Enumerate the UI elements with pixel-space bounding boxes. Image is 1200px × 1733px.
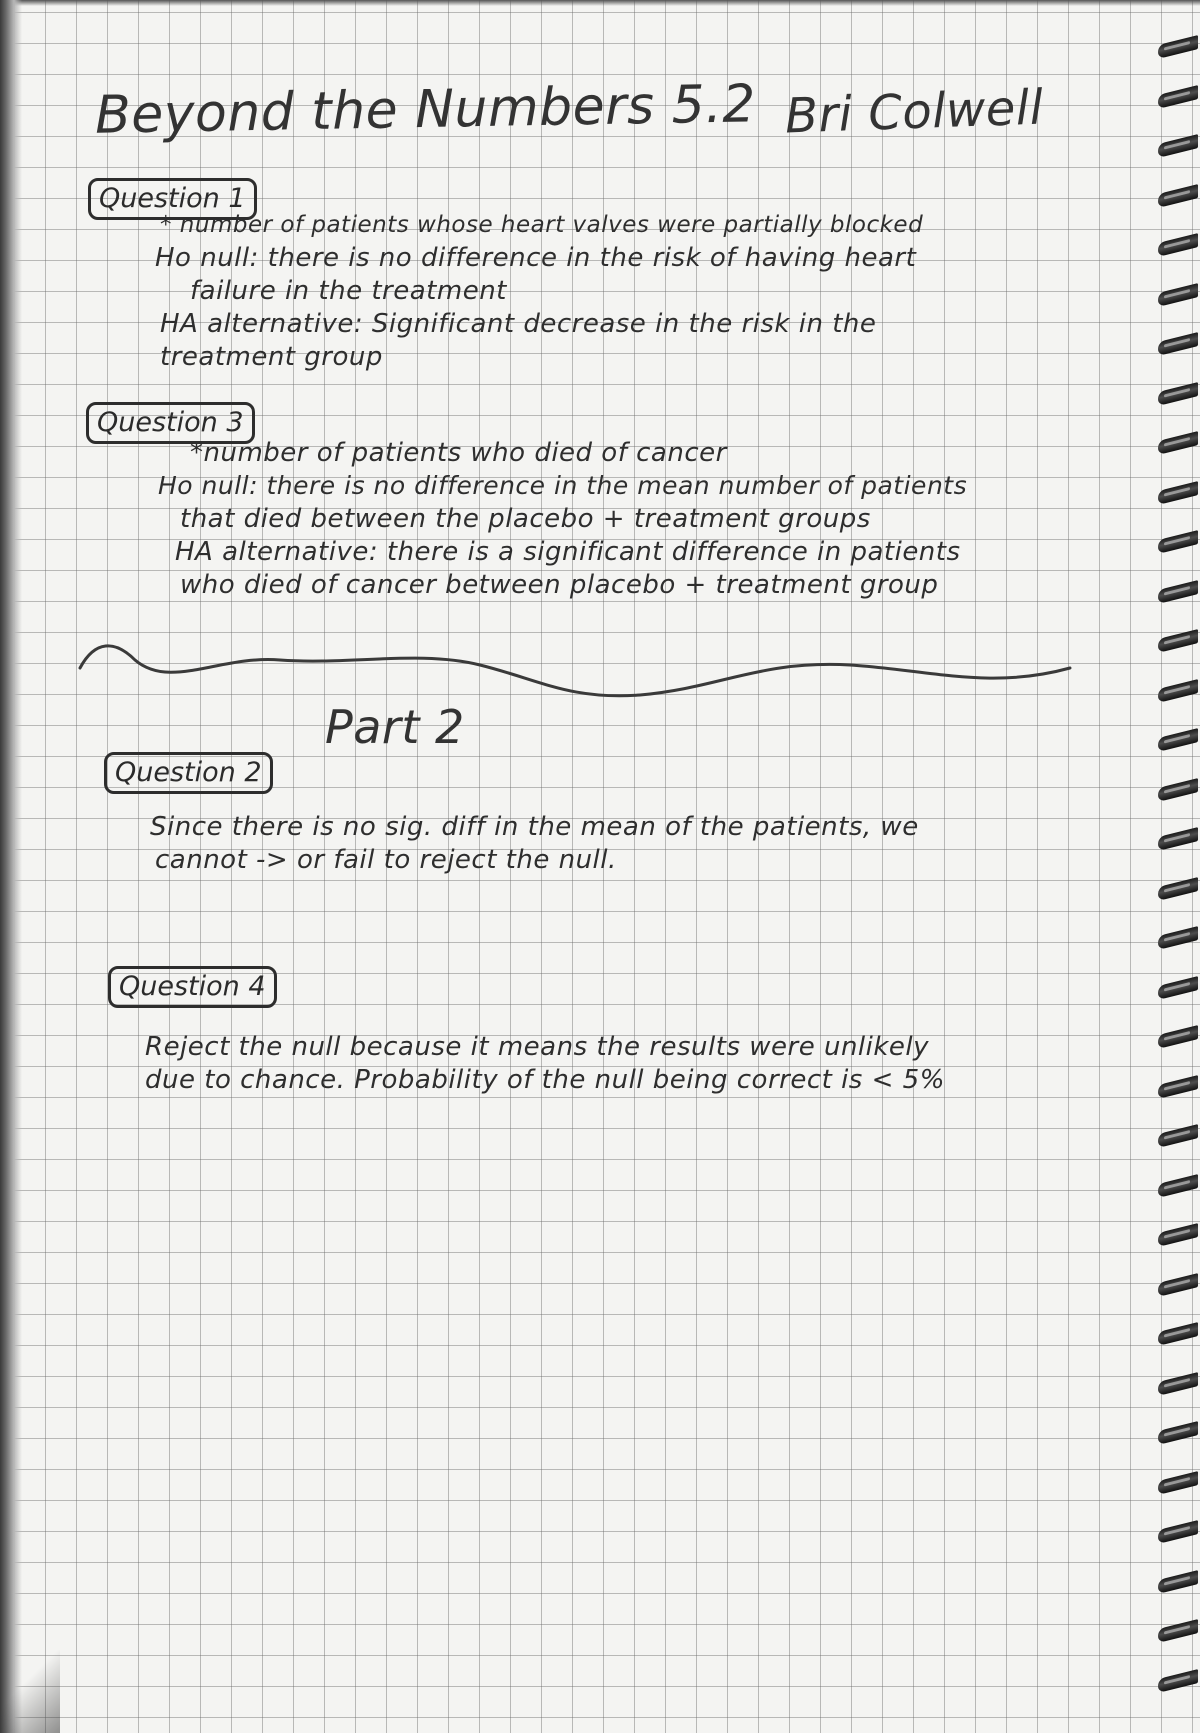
spiral-coil: [1158, 1223, 1198, 1247]
question-3-line-4: HA alternative: there is a significant difference in patients: [175, 537, 961, 567]
spiral-coil: [1158, 1669, 1198, 1693]
spiral-coil: [1158, 1124, 1198, 1148]
question-1-line-3: failure in the treatment: [190, 276, 507, 306]
question-3-line-3: that died between the placebo + treatment groups: [180, 504, 871, 534]
question-3-label: Question 3: [86, 402, 255, 444]
spiral-coil: [1158, 1471, 1198, 1495]
question-4-label: Question 4: [108, 966, 277, 1008]
question-4-line-1: Reject the null because it means the results were unlikely: [145, 1032, 930, 1062]
wavy-divider: [0, 0, 1200, 720]
question-1-line-5: treatment group: [160, 342, 383, 372]
question-3-line-5: who died of cancer between placebo + treatment group: [180, 570, 939, 600]
spiral-coil: [1158, 1421, 1198, 1445]
author-name: Bri Colwell: [784, 79, 1045, 145]
spiral-coil: [1158, 1619, 1198, 1643]
question-3-line-1: *number of patients who died of cancer: [190, 438, 727, 468]
question-2-label: Question 2: [104, 752, 273, 794]
question-1-line-2: Ho null: there is no difference in the risk of having heart: [155, 243, 917, 273]
question-2-line-2: cannot -> or fail to reject the null.: [155, 845, 617, 875]
spiral-coil: [1158, 1570, 1198, 1594]
spiral-coil: [1158, 1520, 1198, 1544]
question-1-line-4: HA alternative: Significant decrease in the risk in the: [160, 309, 877, 339]
spiral-coil: [1158, 1372, 1198, 1396]
spiral-coil: [1158, 778, 1198, 802]
spiral-coil: [1158, 827, 1198, 851]
spiral-coil: [1158, 877, 1198, 901]
spiral-coil: [1158, 1025, 1198, 1049]
spiral-coil: [1158, 728, 1198, 752]
spiral-coil: [1158, 1174, 1198, 1198]
spiral-coil: [1158, 1075, 1198, 1099]
question-4-line-2: due to chance. Probability of the null being correct is < 5%: [145, 1065, 945, 1095]
spiral-coil: [1158, 926, 1198, 950]
page-title: Beyond the Numbers 5.2: [94, 74, 757, 146]
page-corner-shadow: [0, 1650, 60, 1733]
part-2-heading: Part 2: [325, 700, 465, 754]
question-1-line-1: * number of patients whose heart valves were partially blocked: [160, 212, 924, 238]
question-3-line-2: Ho null: there is no difference in the mean number of patients: [158, 471, 968, 500]
spiral-coil: [1158, 1273, 1198, 1297]
question-2-line-1: Since there is no sig. diff in the mean of the patients, we: [150, 812, 919, 842]
spiral-coil: [1158, 1322, 1198, 1346]
question-1-label: Question 1: [88, 178, 257, 220]
spiral-coil: [1158, 976, 1198, 1000]
